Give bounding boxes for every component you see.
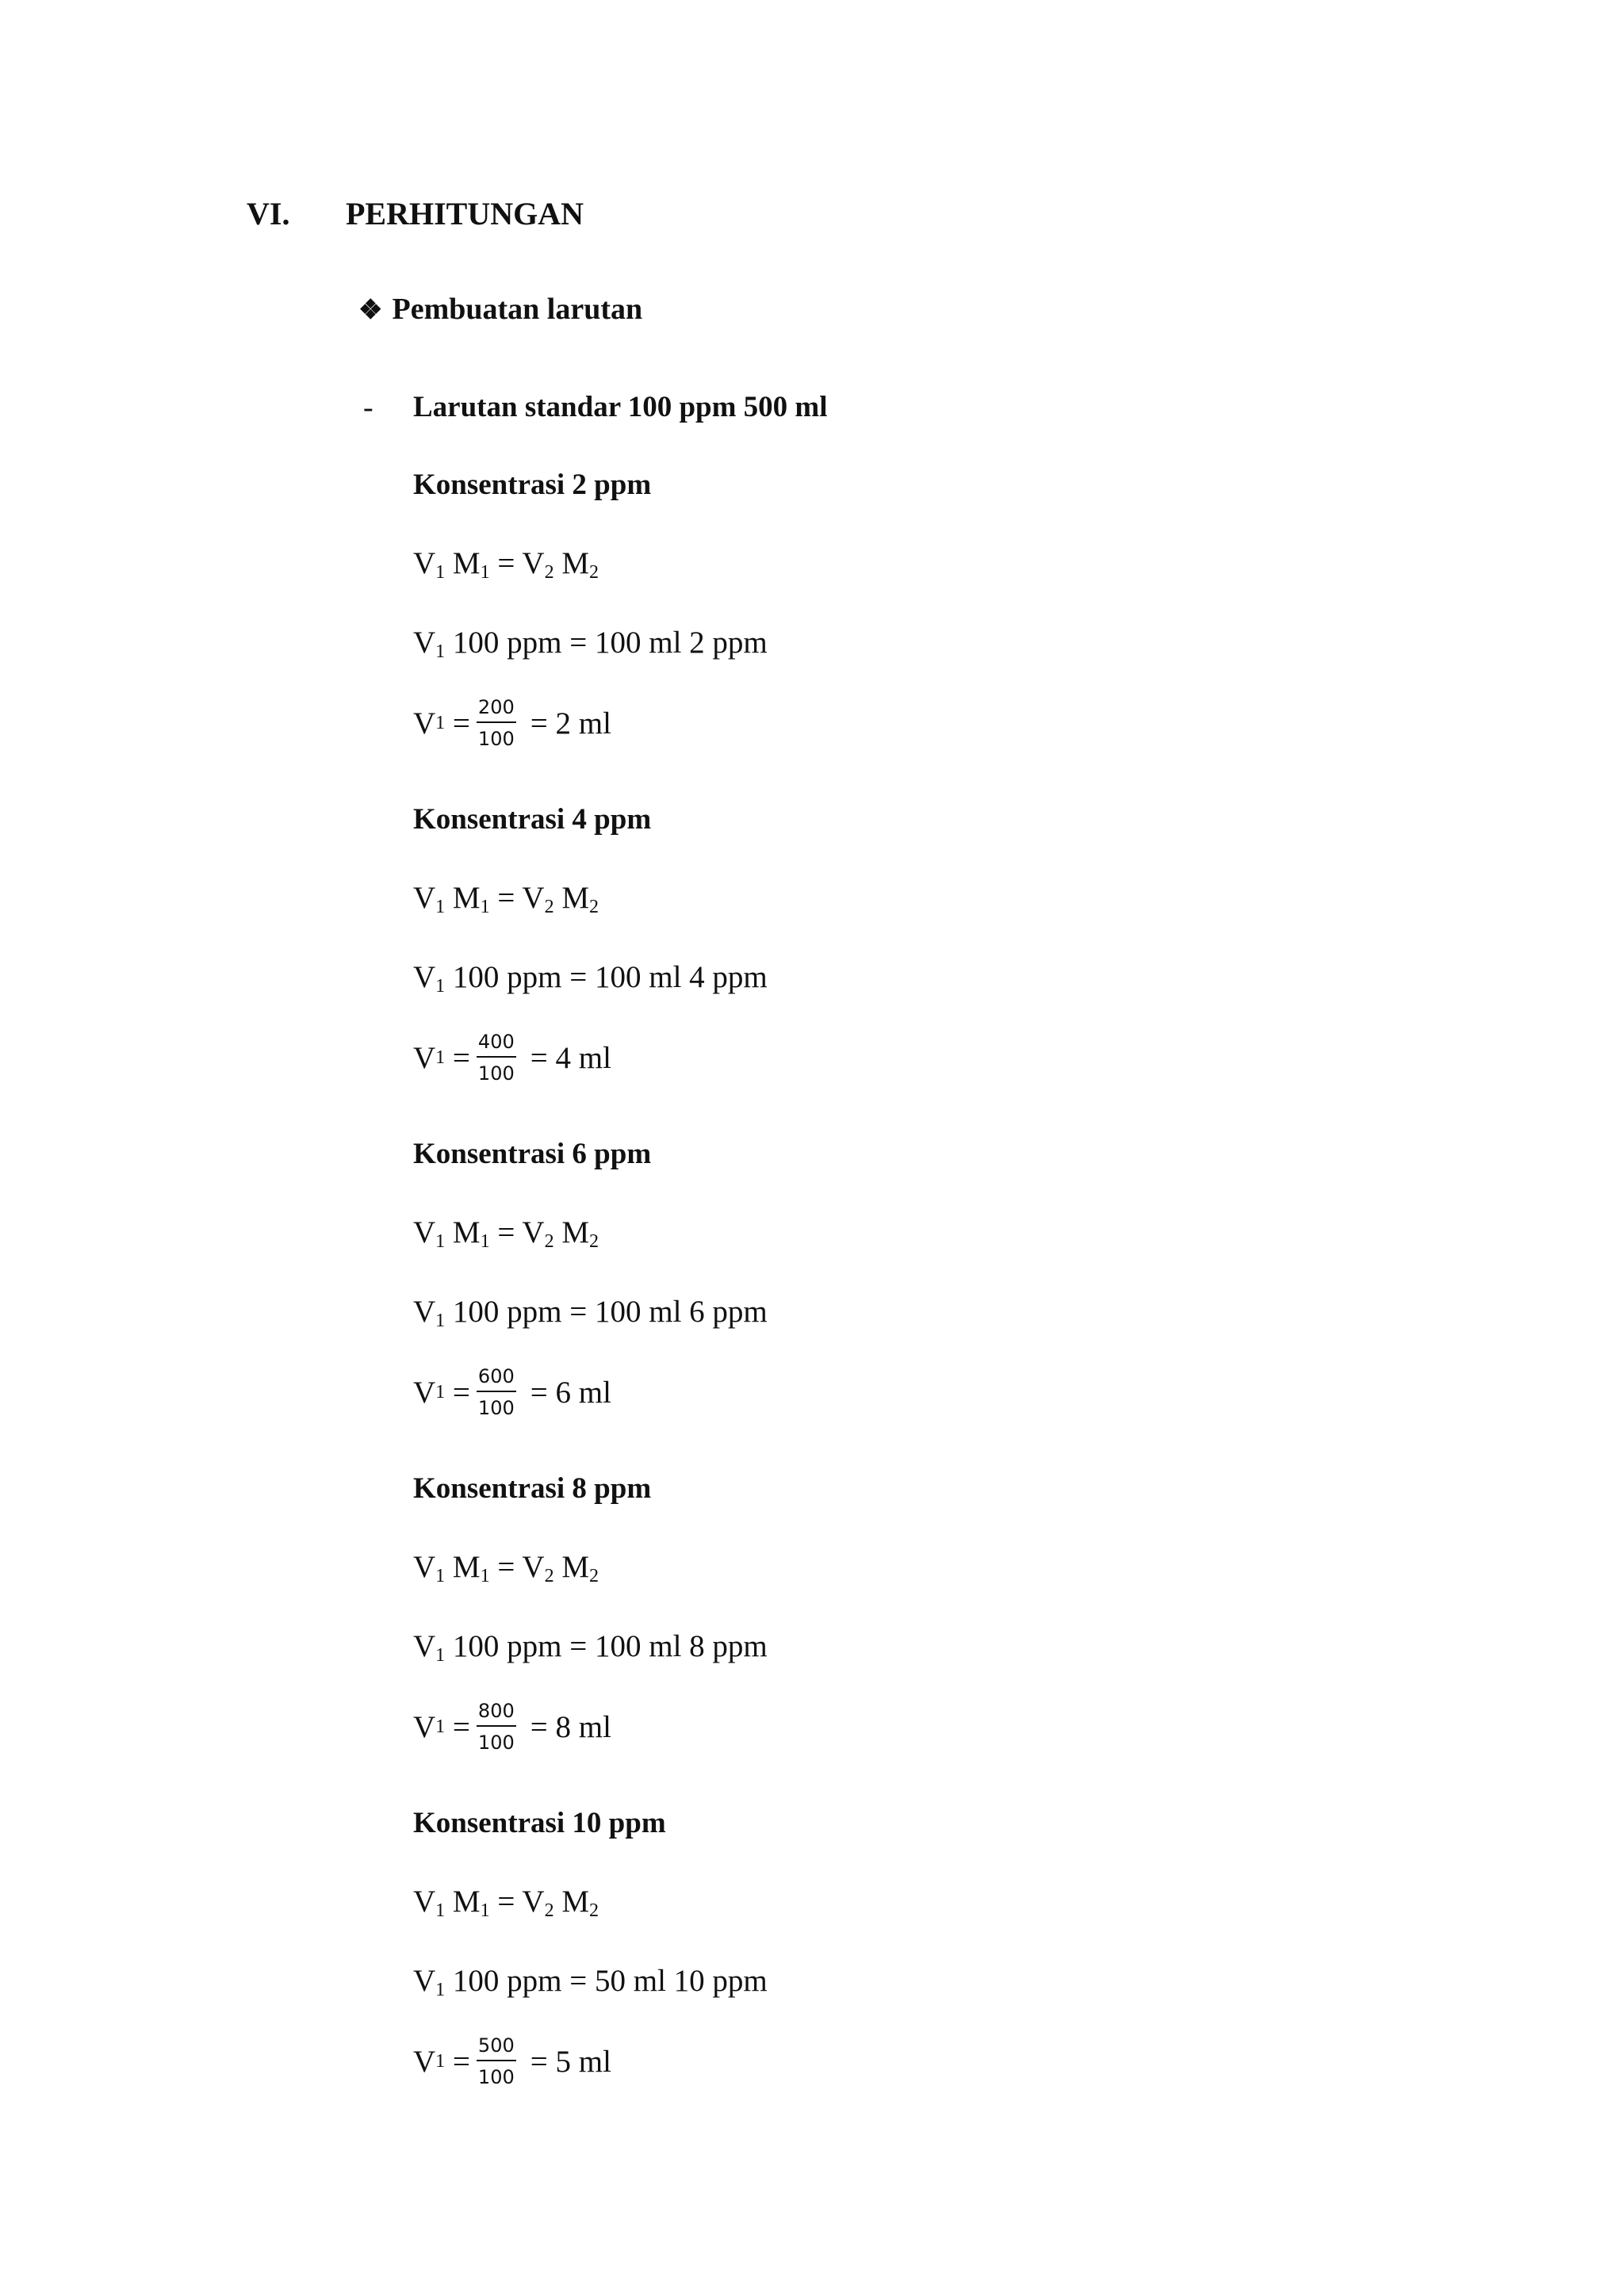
formula-m2: M (561, 1885, 590, 1919)
formula-v: V (413, 546, 436, 580)
line3-v: V (413, 1375, 436, 1410)
concentration-title: Konsentrasi 4 ppm (413, 803, 652, 836)
line3-v: V (413, 706, 436, 740)
concentration-title: Konsentrasi 8 ppm (413, 1472, 652, 1505)
formula-m: M (452, 881, 481, 915)
result-line: V 1 = $\frac{200}{100}$ = 2 ml (413, 696, 611, 750)
formula-v-sub: 1 (435, 562, 446, 583)
formula-v: V (413, 1885, 436, 1919)
formula-m2: M (561, 546, 590, 580)
fraction (477, 698, 516, 748)
substitution-line (413, 959, 768, 995)
section-title: PERHITUNGAN (346, 196, 584, 232)
line3-eq: = (452, 1375, 470, 1410)
substitution-line (413, 1294, 768, 1330)
line3-result: = 2 ml (530, 706, 611, 740)
formula-m: M (452, 546, 481, 580)
line2-v-sub: 1 (435, 641, 446, 662)
dilution-formula (413, 545, 599, 581)
line3-eq: = (452, 1709, 470, 1744)
formula-m-sub: 1 (480, 562, 490, 583)
bullet-item (358, 292, 642, 327)
formula-eq: = (497, 881, 515, 915)
line2-v: V (413, 960, 436, 994)
line2-v: V (413, 626, 436, 660)
formula-v2: V (522, 1885, 545, 1919)
formula-m2-sub: 2 (589, 1566, 599, 1586)
line2-v-sub: 1 (435, 1980, 446, 2000)
result-line: V 1 = $\frac{500}{100}$ = 5 ml (413, 2034, 611, 2088)
line3-num: 600 (477, 1367, 516, 1392)
dilution-formula (413, 1549, 599, 1585)
formula-v2-sub: 2 (544, 1231, 554, 1252)
line2-v-sub: 1 (435, 976, 446, 997)
formula-m: M (452, 1215, 481, 1249)
formula-v2-sub: 2 (544, 562, 554, 583)
line3-num: 200 (477, 698, 516, 723)
formula-v-sub: 1 (435, 1566, 446, 1586)
line3-result: = 5 ml (530, 2044, 611, 2079)
formula-m2-sub: 2 (589, 1900, 599, 1921)
formula-eq: = (497, 1550, 515, 1584)
diamond-bullet-icon: ❖ (358, 296, 383, 325)
formula-v-sub: 1 (435, 1231, 446, 1252)
line3-v: V (413, 1709, 436, 1744)
fraction (477, 1367, 516, 1418)
line3-num: 800 (477, 1701, 516, 1727)
formula-v-sub: 1 (435, 897, 446, 917)
line2-text: 100 ppm = 100 ml 4 ppm (452, 960, 768, 994)
formula-v-sub: 1 (435, 1900, 446, 1921)
substitution-line (413, 625, 768, 660)
fraction (477, 1701, 516, 1752)
line3-v: V (413, 2044, 436, 2079)
formula-v2: V (522, 546, 545, 580)
line3-eq: = (452, 2044, 470, 2079)
concentration-title: Konsentrasi 2 ppm (413, 469, 652, 501)
formula-v2-sub: 2 (544, 897, 554, 917)
line2-v: V (413, 1295, 436, 1329)
line3-result: = 6 ml (530, 1375, 611, 1410)
result-line: V 1 = $\frac{600}{100}$ = 6 ml (413, 1365, 611, 1419)
line2-text: 100 ppm = 100 ml 2 ppm (452, 626, 768, 660)
formula-m2: M (561, 1550, 590, 1584)
fraction (477, 1032, 516, 1083)
formula-v2-sub: 2 (544, 1900, 554, 1921)
formula-m2-sub: 2 (589, 1231, 599, 1252)
line2-v: V (413, 1964, 436, 1998)
line2-text: 100 ppm = 100 ml 8 ppm (452, 1629, 768, 1663)
line2-text: 100 ppm = 100 ml 6 ppm (452, 1295, 768, 1329)
formula-v: V (413, 1215, 436, 1249)
formula-eq: = (497, 546, 515, 580)
line3-result: = 8 ml (530, 1709, 611, 1744)
line3-num: 400 (477, 1032, 516, 1058)
concentration-title: Konsentrasi 6 ppm (413, 1138, 652, 1170)
formula-m-sub: 1 (480, 1231, 490, 1252)
line3-num: 500 (477, 2036, 516, 2061)
formula-v: V (413, 881, 436, 915)
formula-m-sub: 1 (480, 1566, 490, 1586)
substitution-line (413, 1963, 768, 1999)
substitution-line (413, 1628, 768, 1664)
line2-text: 100 ppm = 50 ml 10 ppm (452, 1964, 768, 1998)
formula-m-sub: 1 (480, 897, 490, 917)
formula-m2-sub: 2 (589, 897, 599, 917)
formula-v2: V (522, 1550, 545, 1584)
line3-den: 100 (477, 1062, 515, 1085)
result-line: V 1 = $\frac{800}{100}$ = 8 ml (413, 1700, 611, 1754)
bullet-text: Pembuatan larutan (392, 293, 643, 326)
dash-item-text: Larutan standar 100 ppm 500 ml (413, 391, 828, 423)
formula-v2: V (522, 881, 545, 915)
line3-eq: = (452, 1040, 470, 1075)
formula-v2-sub: 2 (544, 1566, 554, 1586)
dilution-formula (413, 1884, 599, 1919)
line2-v: V (413, 1629, 436, 1663)
formula-m2: M (561, 881, 590, 915)
formula-eq: = (497, 1215, 515, 1249)
fraction (477, 2036, 516, 2087)
formula-v2: V (522, 1215, 545, 1249)
line3-eq: = (452, 706, 470, 740)
section-number: VI. (247, 196, 290, 232)
formula-m-sub: 1 (480, 1900, 490, 1921)
line3-den: 100 (477, 1732, 515, 1754)
formula-m: M (452, 1885, 481, 1919)
formula-m2-sub: 2 (589, 562, 599, 583)
line3-den: 100 (477, 2066, 515, 2088)
formula-m2: M (561, 1215, 590, 1249)
concentration-title: Konsentrasi 10 ppm (413, 1807, 666, 1839)
dilution-formula (413, 880, 599, 916)
line2-v-sub: 1 (435, 1311, 446, 1331)
line3-den: 100 (477, 1397, 515, 1419)
line3-result: = 4 ml (530, 1040, 611, 1075)
dilution-formula (413, 1215, 599, 1250)
dash-marker: - (363, 391, 373, 424)
result-line: V 1 = $\frac{400}{100}$ = 4 ml (413, 1031, 611, 1085)
formula-eq: = (497, 1885, 515, 1919)
line2-v-sub: 1 (435, 1645, 446, 1666)
formula-m: M (452, 1550, 481, 1584)
line3-v: V (413, 1040, 436, 1075)
line3-den: 100 (477, 728, 515, 750)
formula-v: V (413, 1550, 436, 1584)
